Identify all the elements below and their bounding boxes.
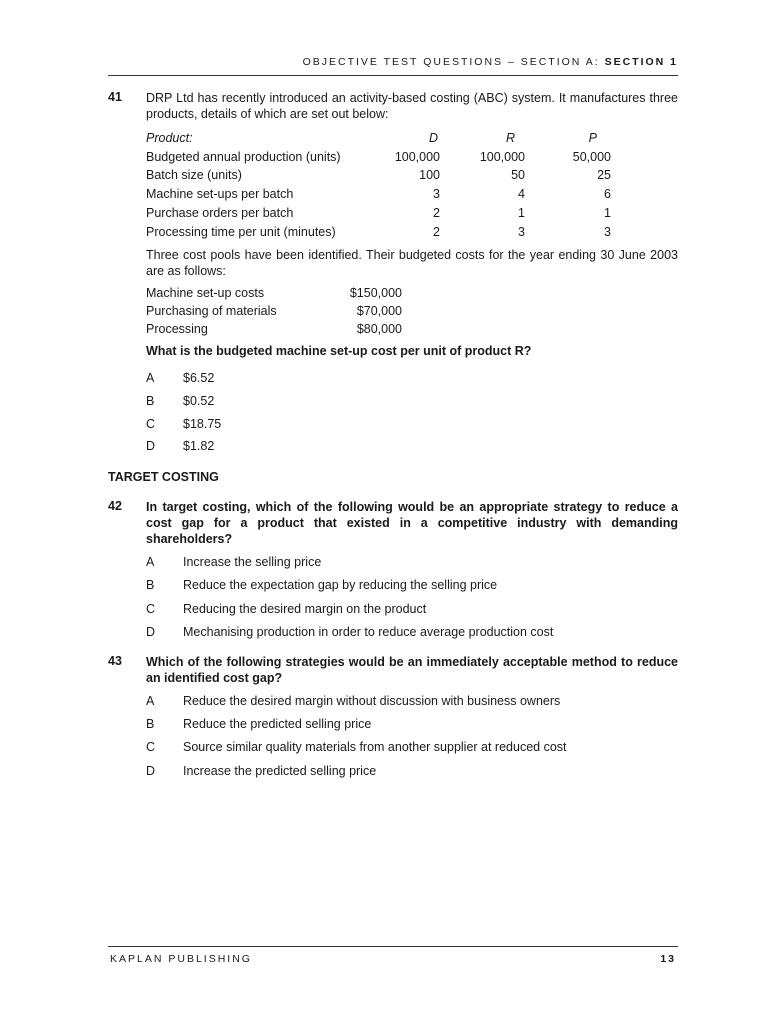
option-letter: C — [146, 740, 156, 755]
option-letter: B — [146, 578, 155, 593]
option-letter: B — [146, 394, 155, 409]
question-stem: What is the budgeted machine set-up cost per unit of product R? — [146, 344, 532, 359]
table-row — [146, 204, 611, 223]
cell-p: 3 — [604, 224, 611, 239]
question-stem: Which of the following strategies would be an immediately acceptable method to reduce an identified cost gap? — [146, 654, 678, 685]
product-col-r: R — [505, 131, 515, 145]
answer-option — [146, 367, 678, 390]
option-letter: B — [146, 717, 155, 732]
pool-value: $70,000 — [356, 303, 402, 318]
cell-r: 100,000 — [479, 149, 525, 164]
cell-p: 1 — [604, 205, 611, 220]
cell-r: 3 — [518, 224, 525, 239]
cell-p: 6 — [604, 187, 611, 202]
question-41 — [108, 90, 678, 458]
publisher-name: KAPLAN PUBLISHING — [110, 953, 252, 965]
answer-options — [146, 690, 678, 784]
cell-p: 50,000 — [572, 149, 611, 164]
option-letter: D — [146, 439, 156, 454]
table-row — [146, 321, 402, 339]
answer-option — [146, 690, 678, 713]
answer-options — [146, 551, 678, 645]
question-number: 42 — [108, 499, 122, 514]
cell-d: 2 — [433, 224, 440, 239]
answer-option — [146, 390, 678, 413]
header-section: SECTION 1 — [604, 56, 678, 68]
option-text: Reduce the predicted selling price — [183, 717, 372, 732]
option-letter: C — [146, 601, 156, 616]
header-prefix: OBJECTIVE TEST QUESTIONS – SECTION A: — [302, 56, 605, 68]
cell-r: 50 — [511, 168, 525, 183]
cost-pools-table — [146, 285, 402, 338]
option-letter: C — [146, 416, 156, 431]
product-table-header — [146, 129, 611, 148]
cell-p: 25 — [597, 168, 611, 183]
page-content — [108, 90, 678, 783]
table-row — [146, 185, 611, 204]
table-row — [146, 166, 611, 185]
section-heading: TARGET COSTING — [108, 470, 219, 485]
option-text: Increase the selling price — [183, 555, 322, 570]
answer-option — [146, 574, 678, 597]
pool-label: Processing — [146, 321, 208, 336]
running-footer — [110, 953, 676, 965]
pool-label: Purchasing of materials — [146, 303, 277, 318]
footer-rule — [108, 946, 678, 947]
product-col-d: D — [428, 131, 438, 145]
question-43 — [108, 654, 678, 784]
row-label: Batch size (units) — [146, 168, 242, 183]
option-letter: D — [146, 625, 156, 640]
option-letter: A — [146, 555, 155, 570]
option-letter: D — [146, 763, 156, 778]
option-text: Reduce the desired margin without discussion with business owners — [183, 693, 561, 708]
answer-option — [146, 413, 678, 436]
row-label: Machine set-ups per batch — [146, 187, 294, 202]
cell-r: 4 — [518, 187, 525, 202]
answer-option — [146, 435, 678, 458]
option-text: $18.75 — [183, 416, 222, 431]
product-col-p: P — [588, 131, 597, 145]
cell-d: 100 — [419, 168, 440, 183]
answer-option — [146, 551, 678, 574]
product-header-label: Product: — [146, 131, 193, 145]
header-rule — [108, 75, 678, 76]
answer-option — [146, 598, 678, 621]
row-label: Purchase orders per batch — [146, 205, 294, 220]
table-row — [146, 303, 402, 321]
pool-value: $80,000 — [356, 321, 402, 336]
option-text: $1.82 — [183, 439, 215, 454]
option-text: Reducing the desired margin on the product — [183, 601, 427, 616]
running-header — [108, 56, 678, 68]
product-table — [146, 129, 611, 241]
answer-option — [146, 621, 678, 644]
option-text: $0.52 — [183, 394, 215, 409]
answer-options — [146, 367, 678, 458]
cell-d: 2 — [433, 205, 440, 220]
option-letter: A — [146, 693, 155, 708]
option-text: Source similar quality materials from another supplier at reduced cost — [183, 740, 567, 755]
cell-d: 100,000 — [394, 149, 440, 164]
table-row — [146, 223, 611, 242]
option-text: Increase the predicted selling price — [183, 763, 377, 778]
cell-d: 3 — [433, 187, 440, 202]
table-row — [146, 285, 402, 303]
row-label: Processing time per unit (minutes) — [146, 224, 336, 239]
pool-label: Machine set-up costs — [146, 286, 265, 301]
row-label: Budgeted annual production (units) — [146, 149, 341, 164]
option-text: Reduce the expectation gap by reducing the selling price — [183, 578, 498, 593]
table-row — [146, 148, 611, 167]
answer-option — [146, 760, 678, 783]
question-stem: In target costing, which of the following would be an appropriate strategy to reduce a cost gap for a product that existed in a competitive industry with demanding shareholders? — [146, 500, 678, 547]
cost-pools-intro: Three cost pools have been identified. Their budgeted costs for the year ending 30 June 2003 are as follows: — [146, 248, 678, 279]
question-intro: DRP Ltd has recently introduced an activity-based costing (ABC) system. It manufactures three products, details of which are set out below: — [146, 91, 678, 121]
option-letter: A — [146, 371, 155, 386]
page-number: 13 — [660, 953, 676, 965]
answer-option — [146, 713, 678, 736]
answer-option — [146, 736, 678, 759]
question-42 — [108, 499, 678, 645]
pool-value: $150,000 — [349, 286, 402, 301]
option-text: Mechanising production in order to reduce average production cost — [183, 625, 554, 640]
option-text: $6.52 — [183, 371, 215, 386]
question-number: 41 — [108, 90, 122, 104]
cell-r: 1 — [518, 205, 525, 220]
question-number: 43 — [108, 653, 122, 668]
